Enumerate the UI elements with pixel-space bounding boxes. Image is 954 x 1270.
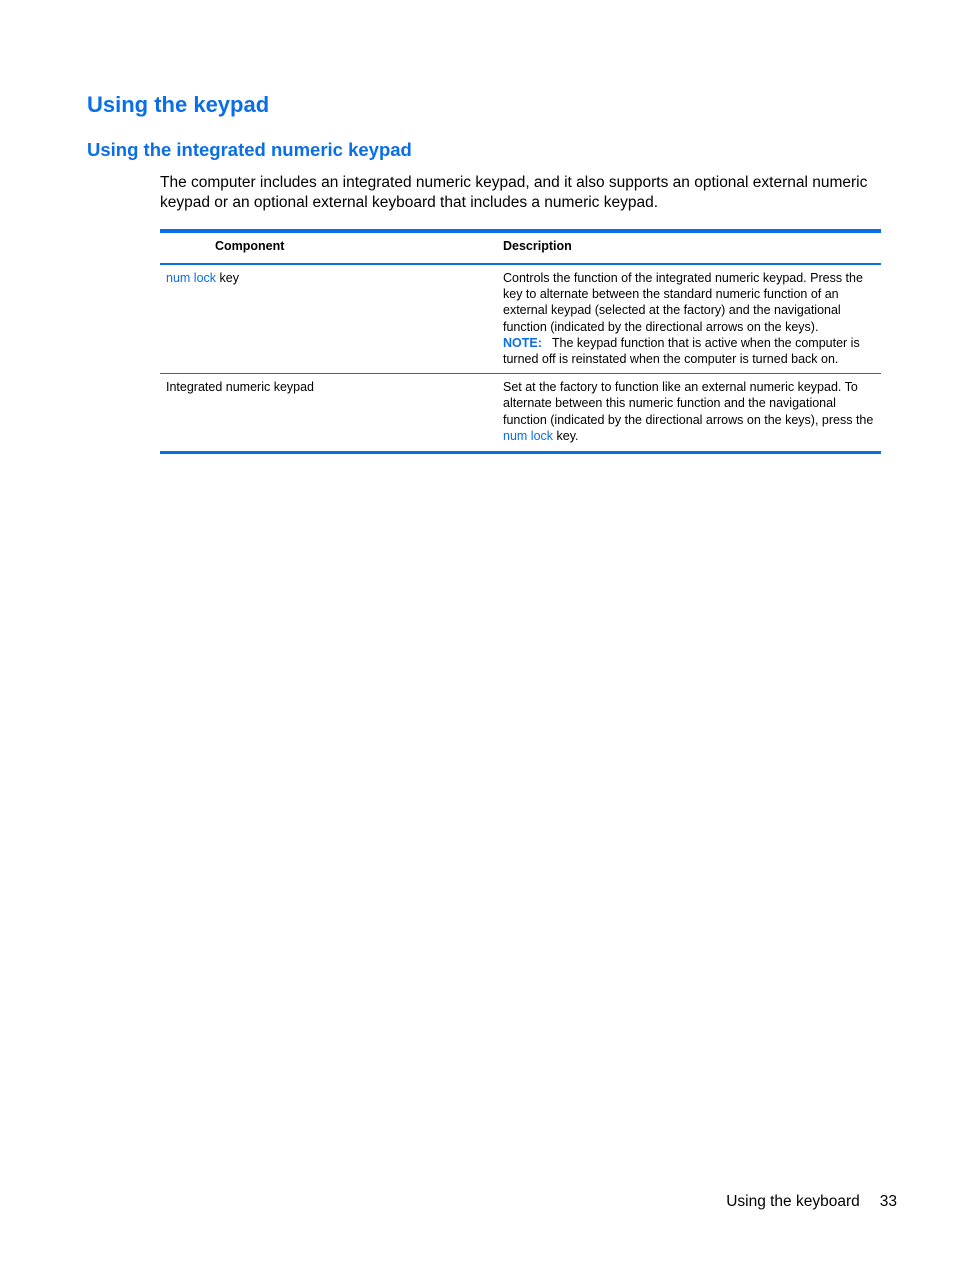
component-table <box>160 229 881 454</box>
table-row <box>160 374 881 451</box>
note <box>503 335 875 367</box>
note-text: The keypad function that is active when the computer is turned off is reinstated when the computer is turned back on. <box>503 335 860 367</box>
description-text-end: key. <box>553 428 579 443</box>
page-footer <box>726 1192 897 1212</box>
description-cell <box>497 379 881 444</box>
page-number: 33 <box>879 1193 897 1210</box>
footer-section-title: Using the keyboard <box>726 1193 860 1210</box>
component-cell <box>160 270 497 367</box>
component-cell: Integrated numeric keypad <box>166 380 315 395</box>
table-header <box>160 233 881 265</box>
component-text: key <box>216 271 239 285</box>
note-label: NOTE: <box>503 335 542 350</box>
column-header-component: Component <box>215 239 285 253</box>
description-text: Controls the function of the integrated numeric keypad. Press the key to alternate between the standard numeric function of an external keypad (selected at the factory) and the navigational function (indicated by the directional arrows on the keys). <box>503 271 863 334</box>
num-lock-link[interactable]: num lock <box>166 271 217 285</box>
intro-paragraph: The computer includes an integrated numeric keypad, and it also supports an optional external numeric keypad or an optional external keyboard that includes a numeric keypad. <box>160 174 868 211</box>
table-row <box>160 265 881 374</box>
description-text: Set at the factory to function like an external numeric keypad. To alternate between this numeric function and the navigational function (indicated by the directional arrows on the keys), press the <box>503 380 874 427</box>
section-title: Using the integrated numeric keypad <box>87 139 412 160</box>
column-header-description: Description <box>503 239 572 253</box>
num-lock-link[interactable]: num lock <box>503 428 554 443</box>
page-title: Using the keypad <box>87 92 270 117</box>
description-cell <box>497 270 881 367</box>
